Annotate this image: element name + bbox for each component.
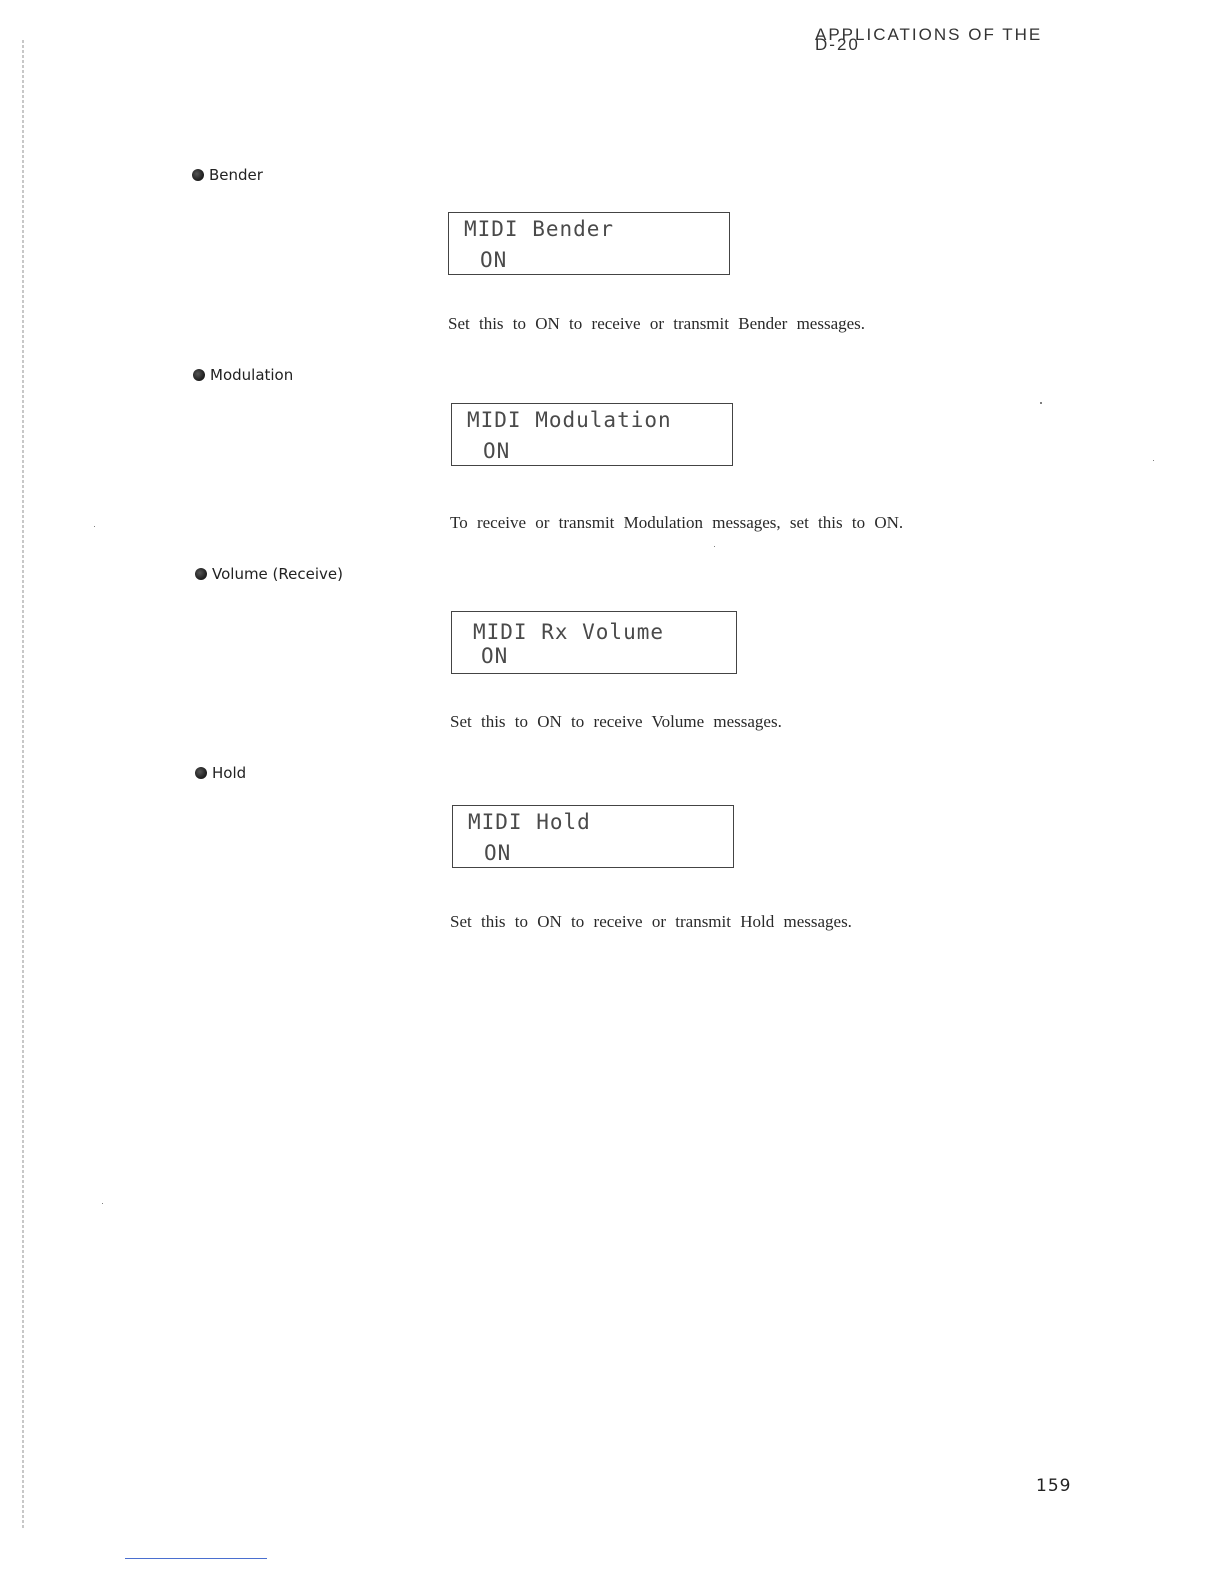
bullet-icon — [195, 767, 207, 779]
section-heading-volume-receive — [195, 565, 343, 583]
lcd-display-rx-volume — [451, 611, 737, 674]
bottom-rule — [125, 1558, 267, 1559]
scan-speck — [714, 546, 715, 547]
lcd-line-2: ON — [483, 439, 511, 463]
scan-speck — [94, 526, 95, 527]
description-modulation: To receive or transmit Modulation messages, set this to ON. — [450, 513, 904, 532]
lcd-line-2: ON — [484, 841, 512, 865]
lcd-line-1: MIDI Hold — [468, 810, 591, 834]
scan-speck — [1040, 402, 1042, 404]
lcd-line-2: ON — [480, 248, 508, 272]
scan-speck — [1153, 460, 1154, 461]
lcd-display-bender — [448, 212, 730, 275]
running-header-text: APPLICATIONS OF THE D-20 — [815, 25, 1043, 54]
running-header — [815, 25, 1065, 54]
bullet-icon — [195, 568, 207, 580]
section-heading-modulation — [193, 366, 293, 384]
scan-speck — [102, 1203, 103, 1204]
lcd-display-hold — [452, 805, 734, 868]
bullet-icon — [192, 169, 204, 181]
description-hold: Set this to ON to receive or transmit Hold messages. — [450, 912, 852, 931]
page-number: 159 — [1036, 1476, 1072, 1496]
lcd-line-1: MIDI Modulation — [467, 408, 672, 432]
description-bender: Set this to ON to receive or transmit Bender messages. — [448, 314, 866, 333]
lcd-display-modulation — [451, 403, 733, 466]
description-volume-receive: Set this to ON to receive Volume messages. — [450, 712, 782, 731]
section-heading-hold — [195, 764, 246, 782]
lcd-line-1: MIDI Rx Volume — [473, 620, 665, 644]
scan-binding-edge — [22, 40, 24, 1530]
section-heading-label: Volume (Receive) — [212, 565, 343, 583]
bullet-icon — [193, 369, 205, 381]
lcd-line-2: ON — [481, 644, 509, 668]
lcd-line-1: MIDI Bender — [464, 217, 615, 241]
section-heading-label: Hold — [212, 764, 247, 782]
section-heading-label: Bender — [209, 166, 263, 184]
section-heading-bender — [192, 166, 263, 184]
section-heading-label: Modulation — [210, 366, 294, 384]
